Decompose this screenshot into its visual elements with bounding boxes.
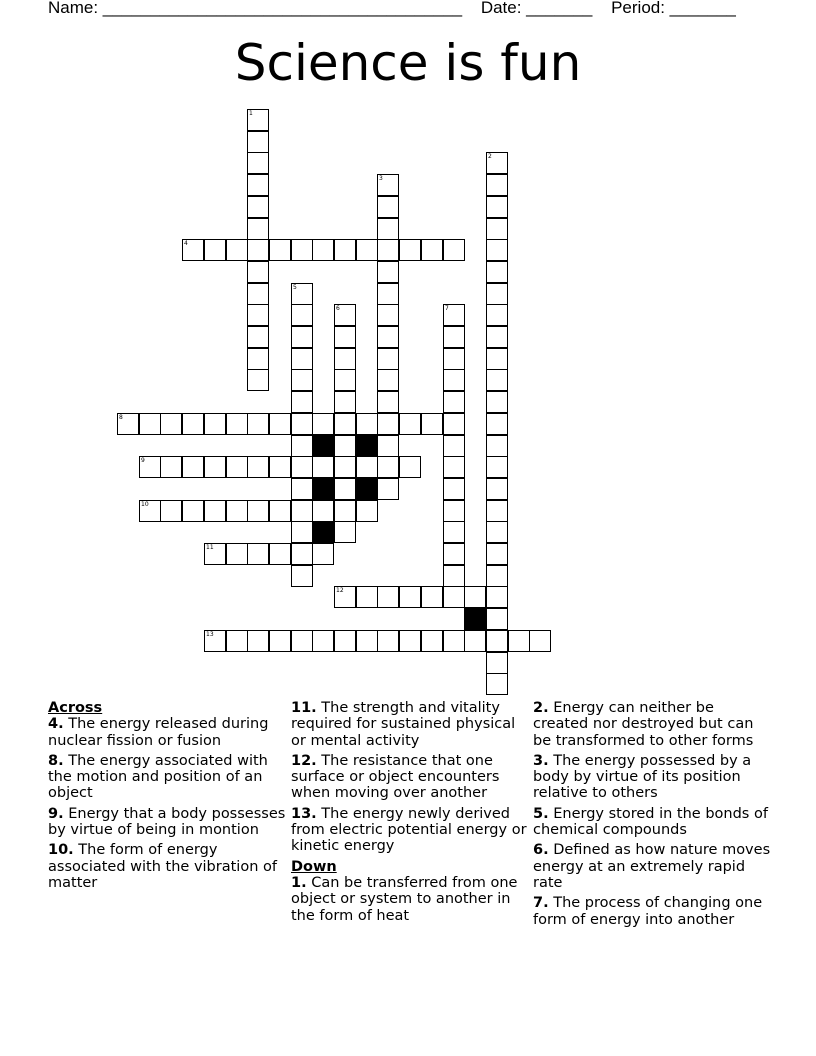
clue-number: 7 <box>445 305 449 312</box>
grid-cell[interactable] <box>334 500 356 522</box>
grid-cell[interactable] <box>356 413 378 435</box>
grid-cell[interactable] <box>377 218 399 240</box>
grid-cell[interactable] <box>486 283 508 305</box>
grid-cell[interactable] <box>247 261 269 283</box>
clue-across-4: 4. The energy released during nuclear fission or fusion <box>48 716 269 749</box>
grid-cell[interactable] <box>377 478 399 500</box>
grid-cell[interactable] <box>160 413 182 435</box>
grid-cell[interactable] <box>486 304 508 326</box>
blocked-cell <box>312 478 334 500</box>
grid-cell[interactable] <box>464 586 486 608</box>
grid-cell[interactable] <box>486 239 508 261</box>
grid-cell[interactable] <box>443 521 465 543</box>
grid-cell[interactable] <box>269 630 291 652</box>
grid-cell[interactable] <box>291 521 313 543</box>
grid-cell[interactable] <box>334 478 356 500</box>
grid-cell[interactable] <box>399 413 421 435</box>
grid-cell[interactable] <box>334 391 356 413</box>
grid-cell[interactable] <box>204 456 226 478</box>
grid-cell[interactable] <box>291 630 313 652</box>
grid-cell[interactable] <box>486 152 508 174</box>
grid-cell[interactable] <box>269 500 291 522</box>
grid-cell[interactable] <box>139 413 161 435</box>
grid-cell[interactable] <box>377 239 399 261</box>
clue-down-1: 1. Can be transferred from one object or system to another in the form of heat <box>291 874 518 924</box>
grid-cell[interactable] <box>247 348 269 370</box>
grid-cell[interactable] <box>269 543 291 565</box>
grid-cell[interactable] <box>247 239 269 261</box>
clue-across-12: 12. The resistance that one surface or object encounters when moving over another <box>291 752 500 802</box>
grid-cell[interactable] <box>486 500 508 522</box>
grid-cell[interactable] <box>421 239 443 261</box>
grid-cell[interactable] <box>182 239 204 261</box>
grid-cell[interactable] <box>247 500 269 522</box>
clue-number: 8 <box>119 414 123 421</box>
grid-cell[interactable] <box>291 456 313 478</box>
grid-cell[interactable] <box>204 239 226 261</box>
grid-cell[interactable] <box>312 413 334 435</box>
grid-cell[interactable] <box>291 369 313 391</box>
grid-cell[interactable] <box>247 152 269 174</box>
grid-cell[interactable] <box>247 630 269 652</box>
clue-column-2 <box>291 700 529 928</box>
clue-across-8: 8. The energy associated with the motion and position of an object <box>48 752 268 802</box>
grid-cell[interactable] <box>334 630 356 652</box>
clue-across-13: 13. The energy newly derived from electric potential energy or kinetic energy <box>291 805 527 855</box>
clue-number: 12 <box>336 587 344 594</box>
period-field: Period: _______ <box>611 0 736 17</box>
grid-cell[interactable] <box>443 456 465 478</box>
blocked-cell <box>356 435 378 457</box>
grid-cell[interactable] <box>399 239 421 261</box>
grid-cell[interactable] <box>291 435 313 457</box>
clue-number: 1 <box>249 110 253 117</box>
clue-down-6: 6. Defined as how nature moves energy at an extremely rapid rate <box>533 842 771 891</box>
clue-number: 9 <box>141 457 145 464</box>
grid-cell[interactable] <box>486 456 508 478</box>
grid-cell[interactable] <box>334 239 356 261</box>
grid-cell[interactable] <box>377 326 399 348</box>
grid-cell[interactable] <box>182 413 204 435</box>
grid-cell[interactable] <box>486 586 508 608</box>
grid-cell[interactable] <box>334 369 356 391</box>
grid-cell[interactable] <box>486 174 508 196</box>
grid-cell[interactable] <box>464 630 486 652</box>
grid-cell[interactable] <box>334 456 356 478</box>
grid-cell[interactable] <box>399 630 421 652</box>
grid-cell[interactable] <box>486 608 508 630</box>
grid-cell[interactable] <box>312 630 334 652</box>
grid-cell[interactable] <box>443 326 465 348</box>
grid-cell[interactable] <box>291 565 313 587</box>
grid-cell[interactable] <box>312 239 334 261</box>
grid-cell[interactable] <box>377 261 399 283</box>
grid-cell[interactable] <box>399 586 421 608</box>
grid-cell[interactable] <box>204 500 226 522</box>
grid-cell[interactable] <box>443 413 465 435</box>
grid-cell[interactable] <box>486 348 508 370</box>
grid-cell[interactable] <box>312 500 334 522</box>
grid-cell[interactable] <box>443 543 465 565</box>
clue-column-3 <box>533 700 771 932</box>
grid-cell[interactable] <box>486 326 508 348</box>
grid-cell[interactable] <box>377 586 399 608</box>
grid-cell[interactable] <box>443 239 465 261</box>
down-heading: Down <box>291 858 337 875</box>
grid-cell[interactable] <box>312 543 334 565</box>
grid-cell[interactable] <box>421 413 443 435</box>
grid-cell[interactable] <box>486 630 508 652</box>
grid-cell[interactable] <box>486 521 508 543</box>
clue-column-1 <box>48 700 286 895</box>
date-field: Date: _______ <box>480 0 593 17</box>
across-heading: Across <box>48 700 103 716</box>
grid-cell[interactable] <box>291 326 313 348</box>
grid-cell[interactable] <box>139 456 161 478</box>
grid-cell[interactable] <box>269 456 291 478</box>
clue-number: 5 <box>293 284 297 291</box>
blocked-cell <box>312 435 334 457</box>
grid-cell[interactable] <box>226 500 248 522</box>
grid-cell[interactable] <box>312 456 334 478</box>
grid-cell[interactable] <box>226 413 248 435</box>
grid-cell[interactable] <box>377 174 399 196</box>
grid-cell[interactable] <box>117 413 139 435</box>
grid-cell[interactable] <box>226 239 248 261</box>
grid-cell[interactable] <box>247 283 269 305</box>
grid-cell[interactable] <box>443 630 465 652</box>
grid-cell[interactable] <box>356 456 378 478</box>
grid-cell[interactable] <box>486 478 508 500</box>
grid-cell[interactable] <box>291 500 313 522</box>
grid-cell[interactable] <box>247 456 269 478</box>
grid-cell[interactable] <box>486 218 508 240</box>
grid-cell[interactable] <box>377 369 399 391</box>
page-title: Science is fun <box>234 34 582 92</box>
grid-cell[interactable] <box>139 500 161 522</box>
grid-cell[interactable] <box>443 565 465 587</box>
grid-cell[interactable] <box>443 369 465 391</box>
blocked-cell <box>356 478 378 500</box>
grid-cell[interactable] <box>377 630 399 652</box>
grid-cell[interactable] <box>182 456 204 478</box>
clue-down-5: 5. Energy stored in the bonds of chemical compounds <box>533 805 768 839</box>
grid-cell[interactable] <box>443 304 465 326</box>
grid-cell[interactable] <box>247 369 269 391</box>
clue-number: 3 <box>379 175 383 182</box>
grid-cell[interactable] <box>356 630 378 652</box>
grid-cell[interactable] <box>508 630 530 652</box>
clue-down-2: 2. Energy can neither be created nor destroyed but can be transformed to other forms <box>533 700 754 749</box>
clue-number: 4 <box>184 240 188 247</box>
clue-across-11: 11. The strength and vitality required for sustained physical or mental activity <box>291 700 516 749</box>
grid-cell[interactable] <box>377 435 399 457</box>
clue-number: 11 <box>206 544 214 551</box>
grid-cell[interactable] <box>291 304 313 326</box>
grid-cell[interactable] <box>486 413 508 435</box>
grid-cell[interactable] <box>486 652 508 674</box>
grid-cell[interactable] <box>486 435 508 457</box>
grid-cell[interactable] <box>291 478 313 500</box>
clue-number: 2 <box>488 153 492 160</box>
grid-cell[interactable] <box>204 630 226 652</box>
grid-cell[interactable] <box>377 196 399 218</box>
grid-cell[interactable] <box>291 391 313 413</box>
grid-cell[interactable] <box>247 326 269 348</box>
grid-cell[interactable] <box>226 456 248 478</box>
grid-cell[interactable] <box>247 174 269 196</box>
grid-cell[interactable] <box>334 586 356 608</box>
grid-cell[interactable] <box>486 261 508 283</box>
grid-cell[interactable] <box>247 304 269 326</box>
grid-cell[interactable] <box>160 500 182 522</box>
name-field: Name: ______________________________________ <box>48 0 463 17</box>
grid-cell[interactable] <box>247 109 269 131</box>
grid-cell[interactable] <box>377 304 399 326</box>
grid-cell[interactable] <box>204 543 226 565</box>
grid-cell[interactable] <box>226 543 248 565</box>
grid-cell[interactable] <box>160 456 182 478</box>
grid-cell[interactable] <box>486 369 508 391</box>
grid-cell[interactable] <box>399 456 421 478</box>
grid-cell[interactable] <box>443 435 465 457</box>
grid-cell[interactable] <box>377 391 399 413</box>
grid-cell[interactable] <box>334 326 356 348</box>
grid-cell[interactable] <box>486 673 508 695</box>
grid-cell[interactable] <box>247 131 269 153</box>
grid-cell[interactable] <box>443 391 465 413</box>
grid-cell[interactable] <box>334 413 356 435</box>
clue-across-9: 9. Energy that a body possesses by virtue of being in montion <box>48 805 286 839</box>
grid-cell[interactable] <box>269 239 291 261</box>
clue-down-7: 7. The process of changing one form of energy into another <box>533 895 763 928</box>
clue-number: 6 <box>336 305 340 312</box>
grid-cell[interactable] <box>247 196 269 218</box>
grid-cell[interactable] <box>291 283 313 305</box>
grid-cell[interactable] <box>247 218 269 240</box>
grid-cell[interactable] <box>204 413 226 435</box>
grid-cell[interactable] <box>443 348 465 370</box>
grid-cell[interactable] <box>291 413 313 435</box>
grid-cell[interactable] <box>377 413 399 435</box>
grid-cell[interactable] <box>182 500 204 522</box>
blocked-cell <box>312 521 334 543</box>
grid-cell[interactable] <box>356 239 378 261</box>
grid-cell[interactable] <box>486 543 508 565</box>
grid-cell[interactable] <box>269 413 291 435</box>
grid-cell[interactable] <box>377 456 399 478</box>
grid-cell[interactable] <box>421 586 443 608</box>
grid-cell[interactable] <box>486 391 508 413</box>
grid-cell[interactable] <box>291 239 313 261</box>
grid-cell[interactable] <box>377 283 399 305</box>
grid-cell[interactable] <box>334 304 356 326</box>
grid-cell[interactable] <box>356 586 378 608</box>
grid-cell[interactable] <box>226 630 248 652</box>
clue-down-3: 3. The energy possessed by a body by virtue of its position relative to others <box>533 752 752 802</box>
clue-number: 13 <box>206 631 214 638</box>
grid-cell[interactable] <box>356 500 378 522</box>
grid-cell[interactable] <box>334 435 356 457</box>
grid-cell[interactable] <box>247 413 269 435</box>
grid-cell[interactable] <box>247 543 269 565</box>
grid-cell[interactable] <box>334 348 356 370</box>
grid-cell[interactable] <box>529 630 551 652</box>
grid-cell[interactable] <box>377 348 399 370</box>
grid-cell[interactable] <box>443 586 465 608</box>
grid-cell[interactable] <box>486 565 508 587</box>
clue-across-10: 10. The form of energy associated with the vibration of matter <box>48 842 277 891</box>
grid-cell[interactable] <box>443 500 465 522</box>
grid-cell[interactable] <box>291 543 313 565</box>
grid-cell[interactable] <box>486 196 508 218</box>
blocked-cell <box>464 608 486 630</box>
grid-cell[interactable] <box>291 348 313 370</box>
clue-number: 10 <box>141 501 149 508</box>
grid-cell[interactable] <box>421 630 443 652</box>
grid-cell[interactable] <box>443 478 465 500</box>
grid-cell[interactable] <box>334 521 356 543</box>
